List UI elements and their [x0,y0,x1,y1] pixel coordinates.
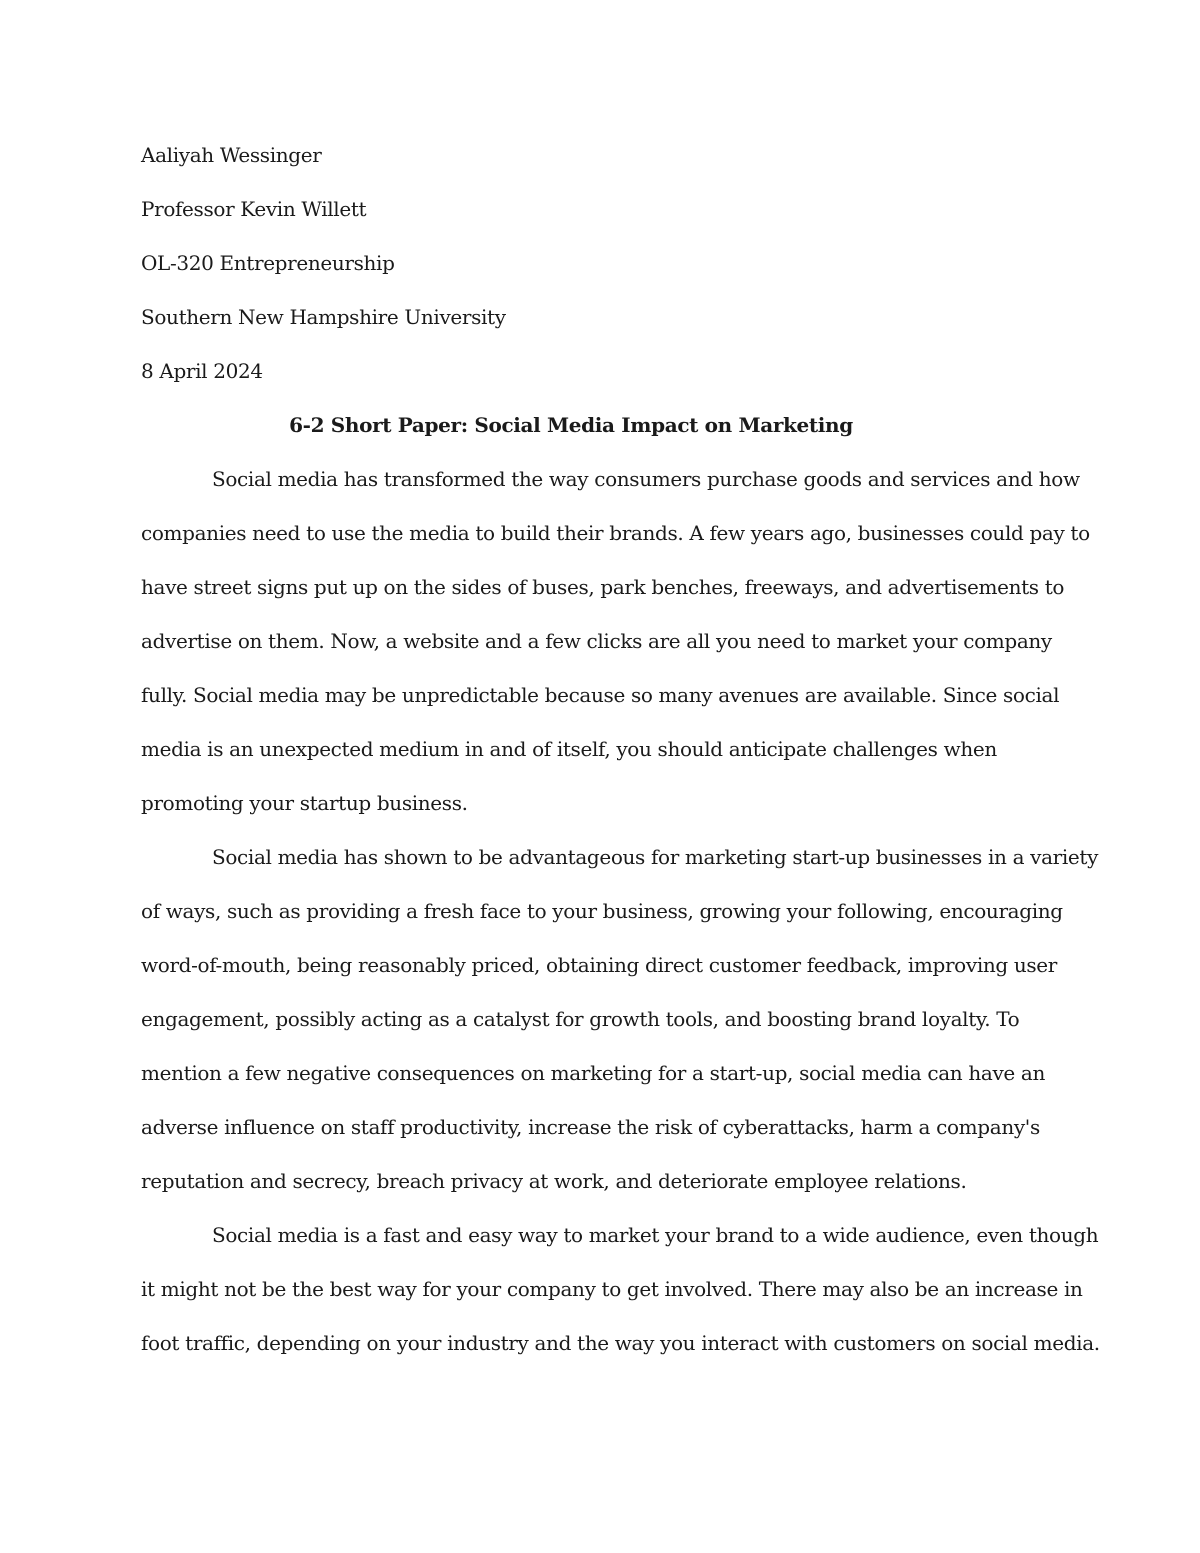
paragraph-line: Social media has transformed the way consumers purchase goods and services and how [212,467,1080,491]
paragraph-3 [141,1208,1100,1370]
paper-title: 6-2 Short Paper: Social Media Impact on Marketing [289,413,853,437]
paragraph-line: Social media has shown to be advantageous for marketing start-up businesses in a variety [212,845,1099,869]
paragraph-line: of ways, such as providing a fresh face to your business, growing your following, encouraging [141,899,1063,923]
paragraph-line: word-of-mouth, being reasonably priced, obtaining direct customer feedback, improving user [141,953,1058,977]
paragraph-line: foot traffic, depending on your industry and the way you interact with customers on social media. [141,1331,1100,1355]
document-date: 8 April 2024 [141,359,263,383]
paragraph-line: have street signs put up on the sides of buses, park benches, freeways, and advertisements to [141,575,1065,599]
document-page [141,128,1100,1370]
author-name: Aaliyah Wessinger [141,143,322,167]
instructor-name: Professor Kevin Willett [141,197,367,221]
paragraph-line: advertise on them. Now, a website and a few clicks are all you need to market your company [141,629,1052,653]
paragraph-line: engagement, possibly acting as a catalyst for growth tools, and boosting brand loyalty. To [141,1007,1020,1031]
paragraph-2 [141,830,1099,1208]
paragraph-line: fully. Social media may be unpredictable because so many avenues are available. Since social [141,683,1060,707]
paragraph-line: mention a few negative consequences on marketing for a start-up, social media can have an [141,1061,1045,1085]
course-name: OL-320 Entrepreneurship [141,251,395,275]
paragraph-line: promoting your startup business. [141,791,468,815]
paragraph-line: companies need to use the media to build their brands. A few years ago, businesses could pay to [141,521,1090,545]
paragraph-line: Social media is a fast and easy way to market your brand to a wide audience, even though [212,1223,1099,1247]
institution-name: Southern New Hampshire University [141,305,506,329]
paragraph-1 [141,452,1090,830]
paragraph-line: media is an unexpected medium in and of itself, you should anticipate challenges when [141,737,997,761]
paragraph-line: adverse influence on staff productivity, increase the risk of cyberattacks, harm a company's [141,1115,1040,1139]
paragraph-line: reputation and secrecy, breach privacy at work, and deteriorate employee relations. [141,1169,967,1193]
paragraph-line: it might not be the best way for your company to get involved. There may also be an increase in [141,1277,1083,1301]
